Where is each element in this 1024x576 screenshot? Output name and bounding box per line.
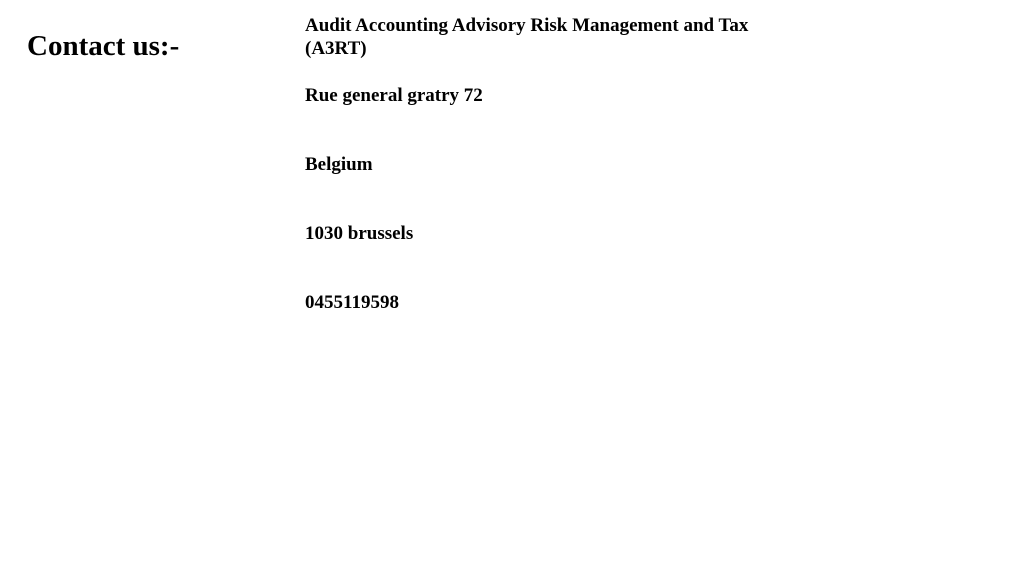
postal-city: 1030 brussels bbox=[305, 223, 414, 244]
contact-details bbox=[305, 14, 775, 314]
company-name-line-1: Audit Accounting Advisory Risk Management and Tax bbox=[305, 15, 749, 36]
company-name-line-2: (A3RT) bbox=[305, 38, 367, 59]
phone-number: 0455119598 bbox=[305, 292, 399, 313]
country: Belgium bbox=[305, 154, 373, 175]
street-address: Rue general gratry 72 bbox=[305, 85, 483, 106]
company-name bbox=[305, 14, 775, 60]
contact-heading: Contact us:- bbox=[27, 30, 180, 62]
